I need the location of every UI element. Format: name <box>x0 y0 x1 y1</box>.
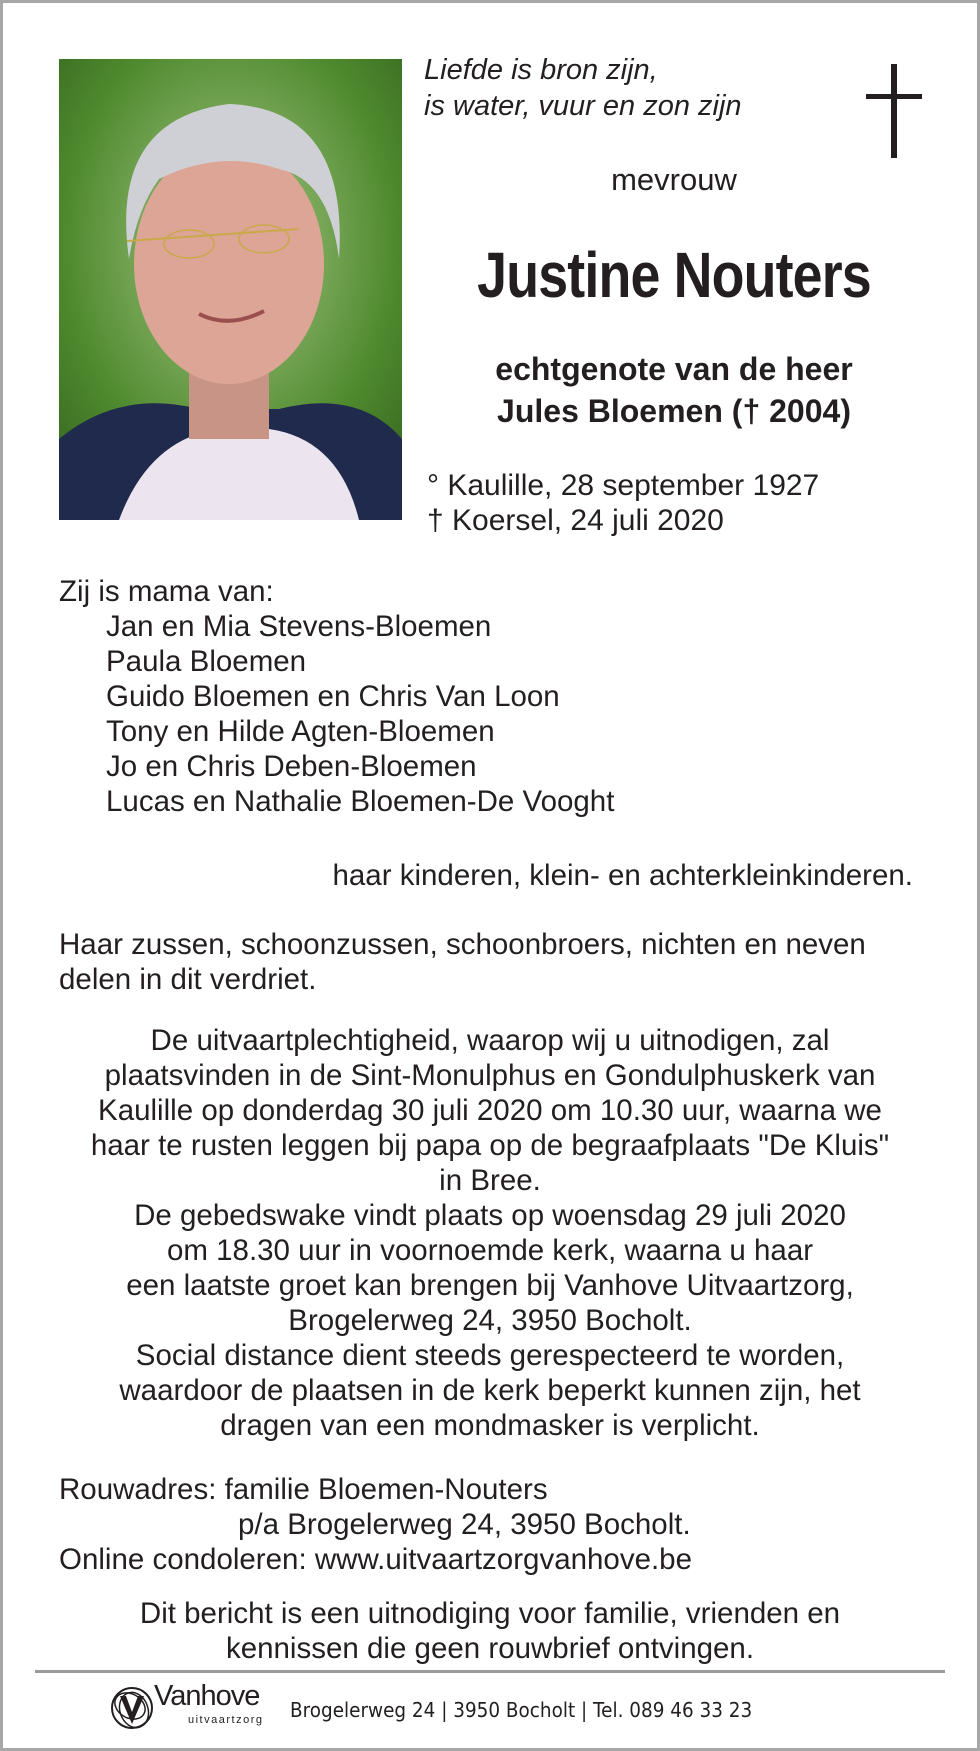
logo-text: Vanhove <box>154 1680 260 1712</box>
child: Jan en Mia Stevens-Bloemen <box>106 610 492 643</box>
child: Jo en Chris Deben-Bloemen <box>106 750 477 783</box>
notice-line: kennissen die geen rouwbrief ontvingen. <box>225 1632 755 1665</box>
child: Lucas en Nathalie Bloemen-De Vooght <box>106 785 615 818</box>
ceremony-line: een laatste groet kan brengen bij Vanhove Uitvaartzorg, <box>126 1269 854 1302</box>
ceremony-line: De gebedswake vindt plaats op woensdag 29 juli 2020 <box>134 1199 846 1232</box>
grandchildren: haar kinderen, klein- en achterkleinkinderen. <box>332 859 913 892</box>
spouse <box>424 348 924 432</box>
dates <box>427 468 819 538</box>
ceremony-line: De uitvaartplechtigheid, waarop wij u uitnodigen, zal <box>150 1024 830 1057</box>
portrait-photo <box>59 59 402 520</box>
ceremony-text <box>35 1023 945 1443</box>
relatives-line: delen in dit verdriet. <box>59 963 317 996</box>
ceremony-line: Kaulille op donderdag 30 juli 2020 om 10.30 uur, waarna we <box>98 1094 882 1127</box>
ceremony-line: waardoor de plaatsen in de kerk beperkt kunnen zijn, het <box>119 1374 861 1407</box>
quote-line: Liefde is bron zijn, <box>424 54 658 86</box>
divider <box>35 1670 945 1673</box>
ceremony-line: in Bree. <box>439 1164 541 1197</box>
ceremony-line: om 18.30 uur in voornoemde kerk, waarna u haar <box>166 1234 814 1267</box>
death-date: † Koersel, 24 juli 2020 <box>427 504 724 537</box>
children-intro: Zij is mama van: <box>59 575 274 608</box>
logo-scribble-icon <box>108 1684 156 1732</box>
online-condolences[interactable]: Online condoleren: www.uitvaartzorgvanhove.be <box>59 1543 692 1576</box>
child: Paula Bloemen <box>106 645 307 678</box>
birth-date: ° Kaulille, 28 september 1927 <box>427 469 820 502</box>
notice-line: Dit bericht is een uitnodiging voor familie, vrienden en <box>139 1597 841 1630</box>
ceremony-line: dragen van een mondmasker is verplicht. <box>220 1409 760 1442</box>
child: Guido Bloemen en Chris Van Loon <box>106 680 560 713</box>
vanhove-logo <box>108 1680 278 1740</box>
ceremony-line: Brogelerweg 24, 3950 Bocholt. <box>288 1304 692 1337</box>
mourning-address: Rouwadres: familie Bloemen-Nouters <box>59 1473 548 1506</box>
quote-line: is water, vuur en zon zijn <box>424 90 742 122</box>
ceremony-line: plaatsvinden in de Sint-Monulphus en Gondulphuskerk van <box>104 1059 876 1092</box>
child: Tony en Hilde Agten-Bloemen <box>106 715 495 748</box>
footer-contact: Brogelerweg 24 | 3950 Bocholt | Tel. 089 46 33 23 <box>290 1698 753 1722</box>
ceremony-line: Social distance dient steeds gerespecteerd te worden, <box>135 1339 845 1372</box>
spouse-line: echtgenote van de heer <box>495 351 853 387</box>
mourning-address-line: p/a Brogelerweg 24, 3950 Bocholt. <box>238 1508 691 1541</box>
children-list <box>106 609 614 819</box>
quote <box>424 52 742 124</box>
deceased-name: Justine Nouters <box>477 239 871 311</box>
cross-icon <box>866 64 922 158</box>
relatives-line: Haar zussen, schoonzussen, schoonbroers, nichten en neven <box>59 928 866 961</box>
relatives <box>59 927 866 997</box>
logo-subtext: uitvaartzorg <box>188 1714 264 1726</box>
spouse-line: Jules Bloemen († 2004) <box>497 393 851 429</box>
ceremony-line: haar te rusten leggen bij papa op de begraafplaats "De Kluis" <box>90 1129 890 1162</box>
notice <box>35 1596 945 1666</box>
title: mevrouw <box>611 162 737 197</box>
